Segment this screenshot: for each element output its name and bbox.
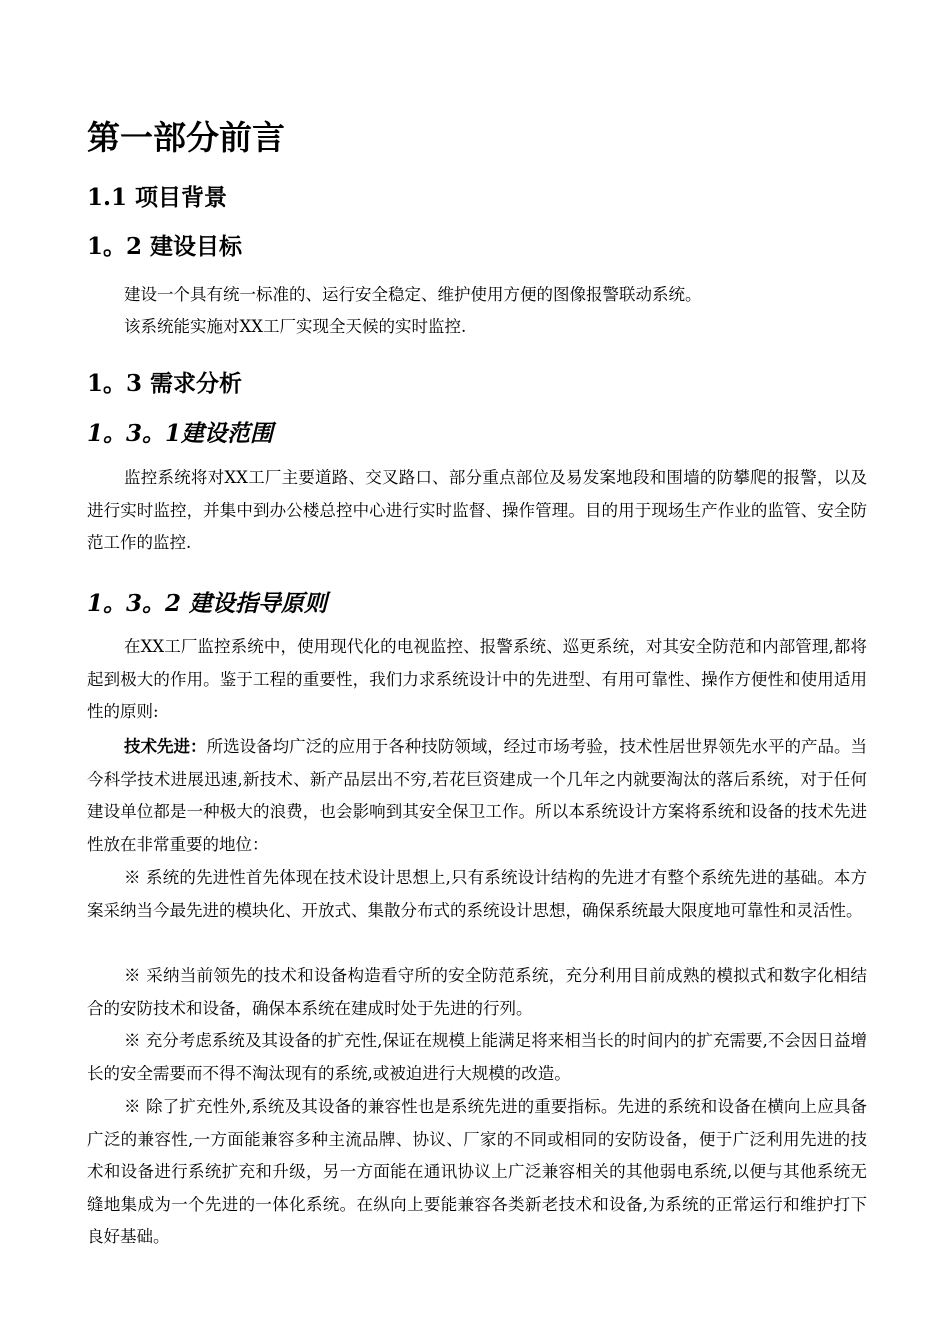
- heading-1-3: 1。3 需求分析: [87, 370, 243, 397]
- heading-1-2: 1。2 建设目标: [87, 233, 243, 260]
- tech-advanced-label: 技术先进：: [124, 737, 207, 756]
- scope-paragraph: 监控系统将对XX工厂主要道路、交叉路口、部分重点部位及易发案地段和围墙的防攀爬的报警，以及进行实时监控，并集中到办公楼总控中心进行实时监督、操作管理。目的用于现场生产作业的监管、安全防范工作的监控.: [87, 468, 867, 552]
- page-title: 第一部分前言: [87, 118, 285, 157]
- goal-line-2: 该系统能实施对XX工厂实现全天候的实时监控.: [124, 317, 467, 336]
- goal-line-1: 建设一个具有统一标准的、运行安全稳定、维护使用方便的图像报警联动系统。: [124, 285, 702, 304]
- tech-advanced-paragraph: [87, 731, 867, 861]
- heading-1-1: 1.1 项目背景: [87, 184, 228, 211]
- principles-intro-paragraph: 在XX工厂监控系统中，使用现代化的电视监控、报警系统、巡更系统，对其安全防范和内部管理,都将起到极大的作用。鉴于工程的重要性，我们力求系统设计中的先进型、有用可靠性、操作方便性和使用适用性的原则:: [87, 637, 867, 721]
- bullet-paragraph-3: ※ 充分考虑系统及其设备的扩充性,保证在规模上能满足将来相当长的时间内的扩充需要,不会因日益增长的安全需要而不得不淘汰现有的系统,或被迫进行大规模的改造。: [87, 1031, 867, 1083]
- bullet-paragraph-1: ※ 系统的先进性首先体现在技术设计思想上,只有系统设计结构的先进才有整个系统先进的基础。本方案采纳当今最先进的模块化、开放式、集散分布式的系统设计思想，确保系统最大限度地可靠性和灵活性。: [87, 868, 867, 920]
- heading-1-3-1: 1。3。1建设范围: [87, 420, 274, 447]
- heading-1-3-2: 1。3。2 建设指导原则: [87, 590, 328, 617]
- tech-advanced-text: 所选设备均广泛的应用于各种技防领域，经过市场考验，技术性居世界领先水平的产品。当今科学技术进展迅速,新技术、新产品层出不穷,若花巨资建成一个几年之内就要淘汰的落后系统，对于任何建设单位都是一种极大的浪费，也会影响到其安全保卫工作。所以本系统设计方案将系统和设备的技术先进性放在非常重要的地位：: [87, 737, 868, 854]
- bullet-paragraph-2: ※ 采纳当前领先的技术和设备构造看守所的安全防范系统，充分利用目前成熟的模拟式和数字化相结合的安防技术和设备，确保本系统在建成时处于先进的行列。: [87, 966, 867, 1018]
- bullet-paragraph-4: ※ 除了扩充性外,系统及其设备的兼容性也是系统先进的重要指标。先进的系统和设备在横向上应具备广泛的兼容性,一方面能兼容多种主流品牌、协议、厂家的不同或相同的安防设备，便于广泛利用先进的技术和设备进行系统扩充和升级，另一方面能在通讯协议上广泛兼容相关的其他弱电系统,以便与其他系统无缝地集成为一个先进的一体化系统。在纵向上要能兼容各类新老技术和设备,为系统的正常运行和维护打下良好基础。: [87, 1097, 867, 1246]
